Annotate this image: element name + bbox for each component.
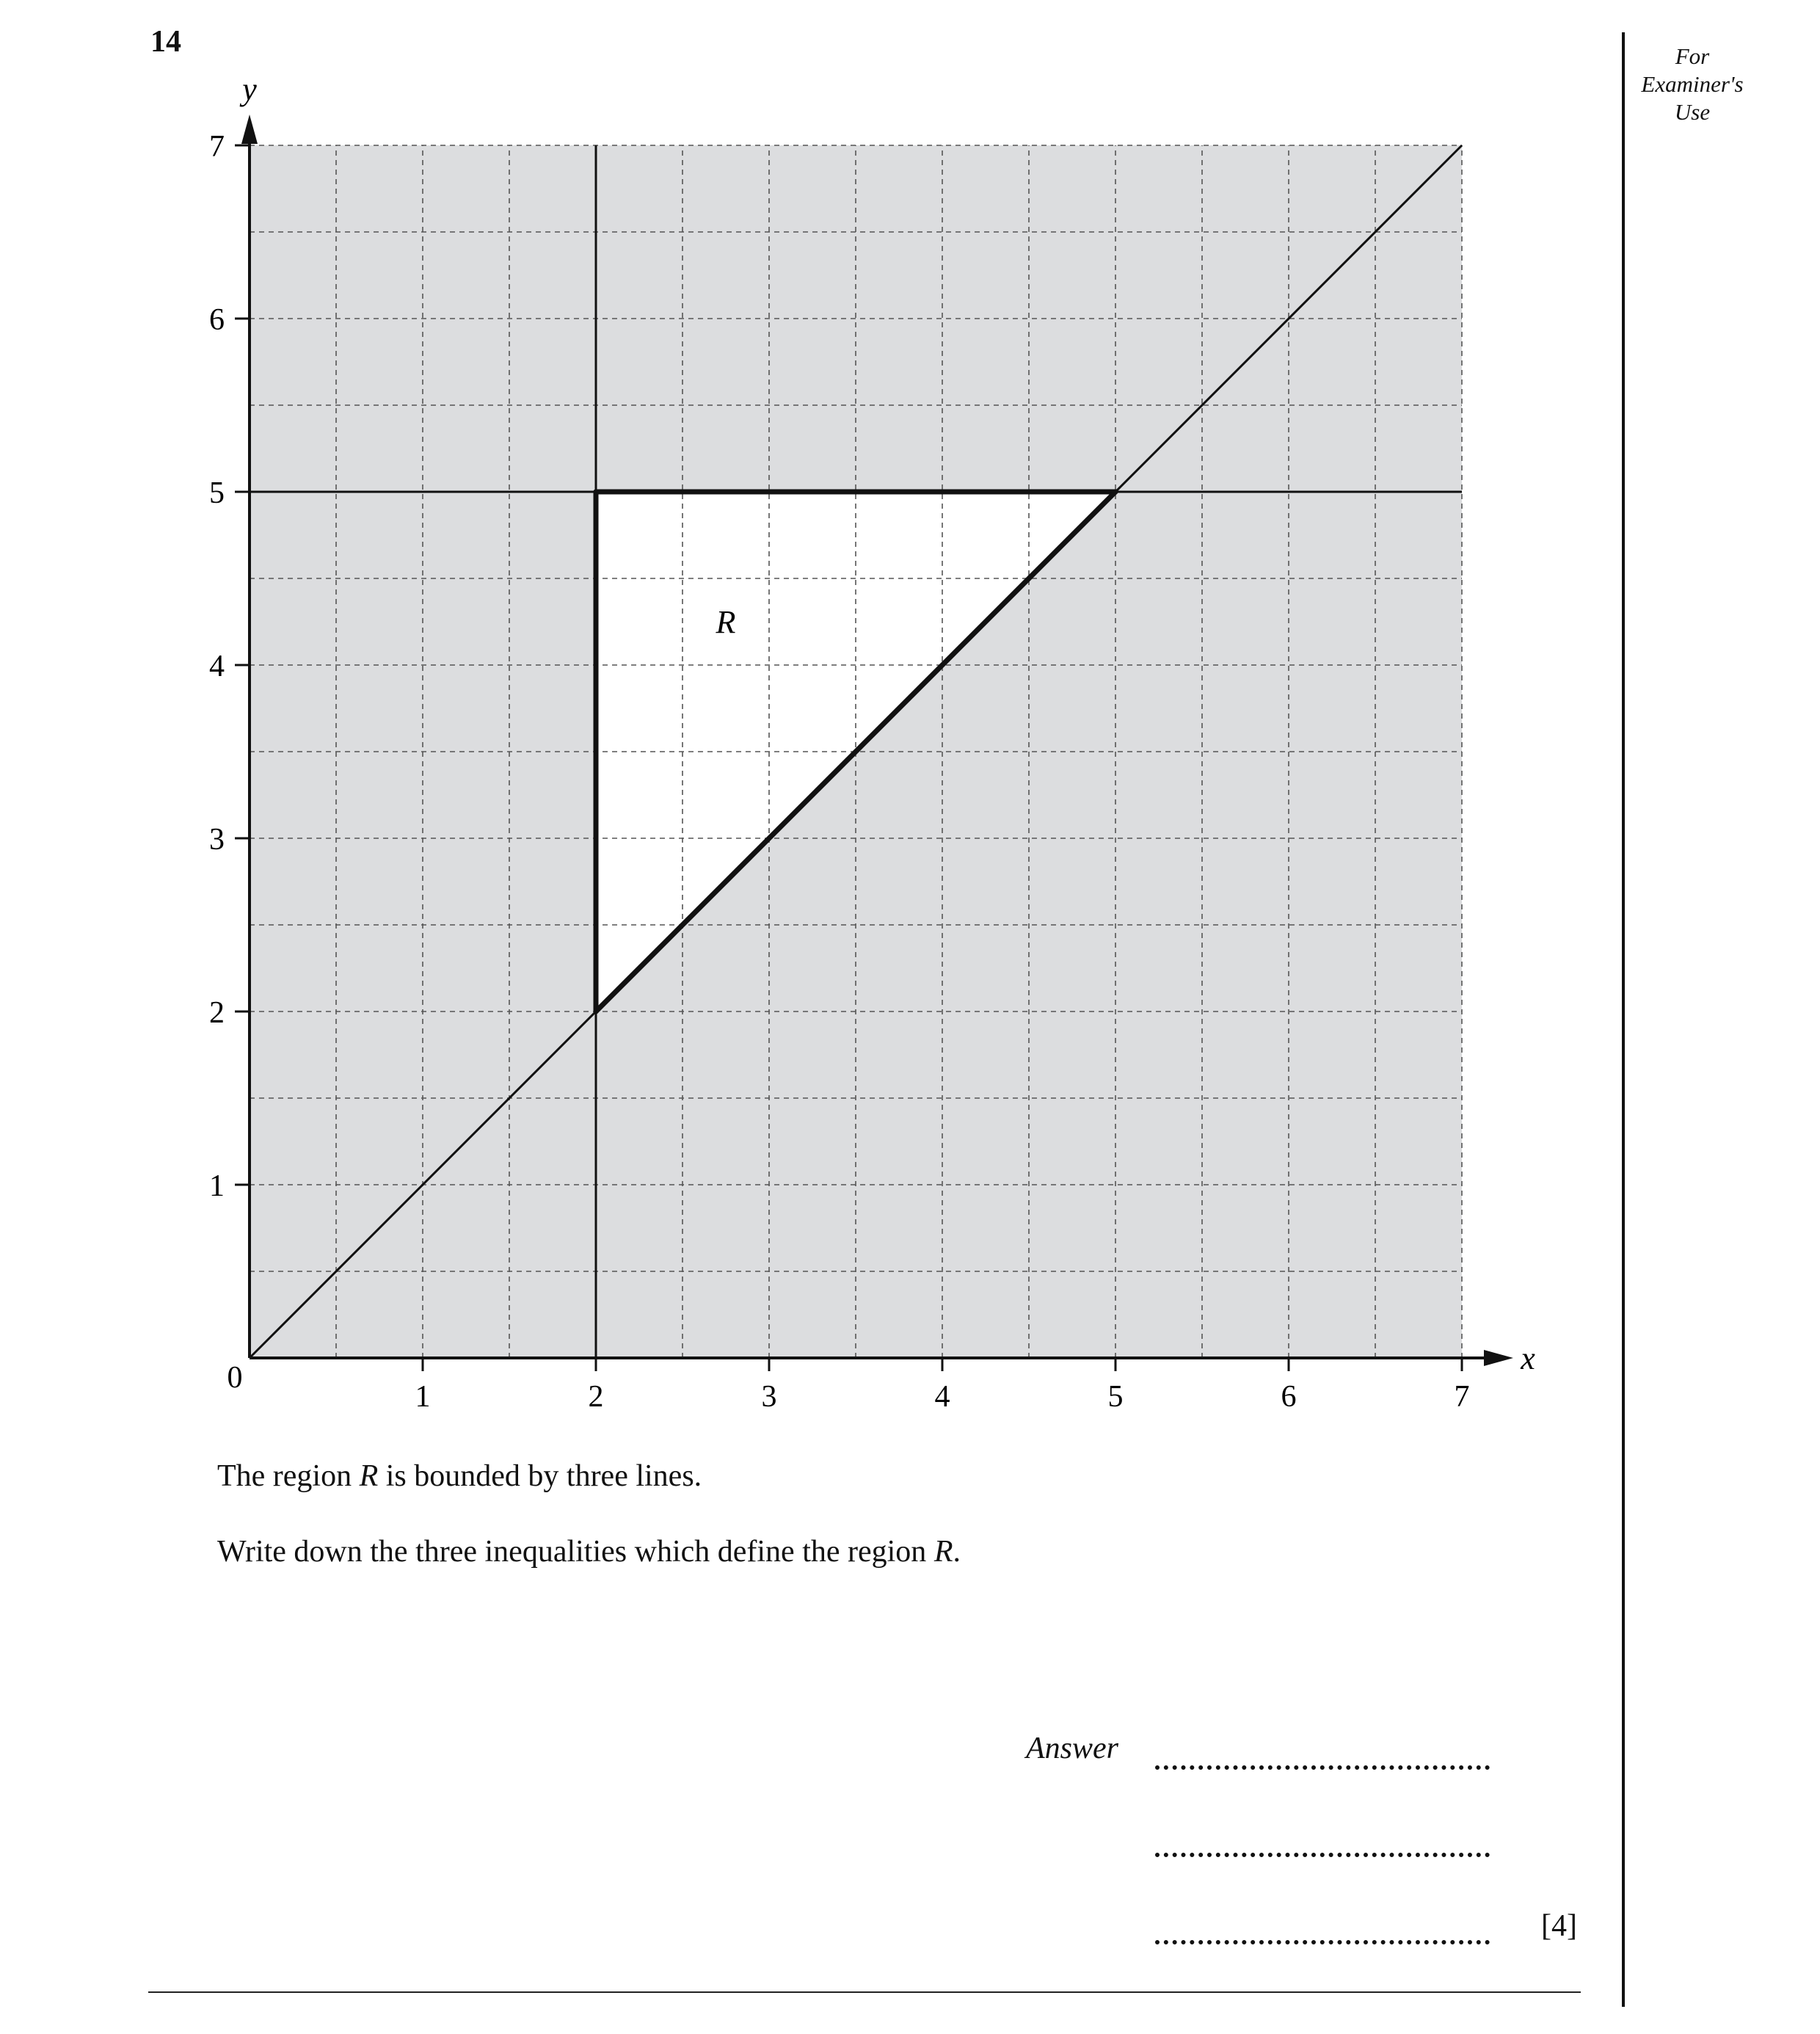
answer-line-2[interactable] [1155,1853,1490,1857]
question-number: 14 [150,25,181,59]
text-part: is bounded by three lines. [378,1459,702,1493]
y-tick-label: 4 [209,650,225,683]
question-text-1 [217,1461,702,1492]
question-text-2 [217,1536,961,1567]
x-tick-label: 5 [1107,1380,1124,1414]
y-tick-label: 5 [209,476,225,510]
x-tick-label: 2 [588,1380,604,1414]
region-var: R [359,1459,379,1493]
examiner-line-2: Examiner's [1641,71,1744,97]
bottom-rule [148,1991,1581,1993]
y-tick-label: 6 [209,303,225,337]
answer-line-1[interactable] [1155,1765,1490,1770]
y-tick-label: 7 [209,130,225,164]
examiner-line-1: For [1675,43,1710,69]
y-tick-label: 2 [209,996,225,1030]
region-label: R [716,604,736,640]
x-tick-label: 3 [761,1380,777,1414]
x-axis-arrow [1484,1350,1513,1366]
answer-label: Answer [1026,1732,1118,1765]
x-axis-label: x [1521,1340,1535,1376]
x-tick-label: 6 [1281,1380,1297,1414]
text-part: The region [217,1459,360,1493]
y-axis-label: y [242,71,257,107]
text-part: Write down the three inequalities which define the region [217,1535,934,1569]
origin-label: 0 [227,1361,243,1395]
answer-line-3[interactable] [1155,1940,1490,1944]
y-tick-label: 3 [209,823,225,857]
y-axis-arrow [241,115,258,144]
y-tick-label: 1 [209,1169,225,1203]
marks-label: [4] [1541,1909,1577,1943]
text-part: . [953,1535,961,1569]
x-tick-label: 7 [1454,1380,1470,1414]
region-var: R [933,1535,953,1569]
examiner-line-3: Use [1674,99,1711,125]
x-tick-label: 4 [934,1380,950,1414]
x-tick-label: 1 [415,1380,431,1414]
